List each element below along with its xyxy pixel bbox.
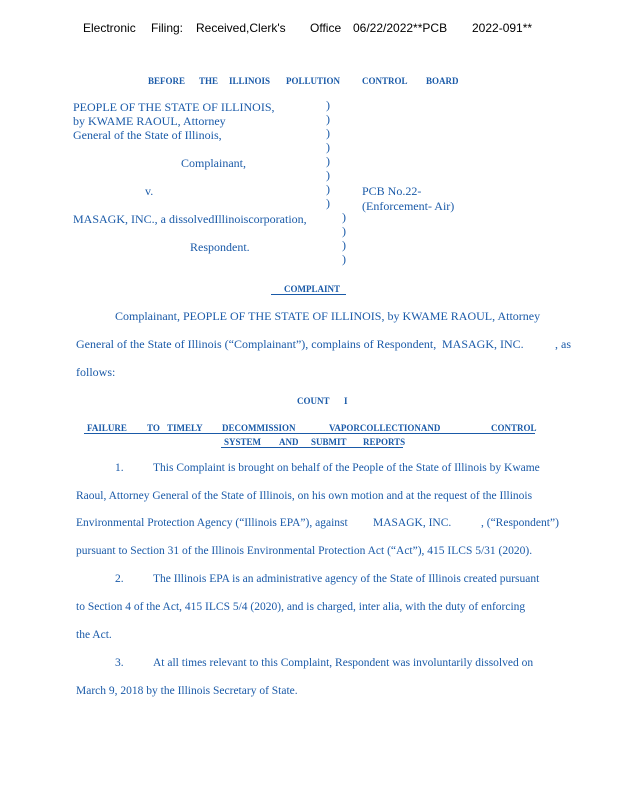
caption-paren: ) — [326, 98, 330, 112]
complainant-label: Complainant, — [181, 156, 246, 170]
count-heading-word: SUBMIT — [311, 437, 347, 447]
count-heading-word: TIMELY — [167, 423, 203, 433]
count-label: COUNT — [297, 396, 330, 406]
count-number: I — [344, 396, 348, 406]
paragraph-number: 3. — [115, 657, 124, 669]
board-title-word: CONTROL — [362, 76, 408, 86]
caption-paren: ) — [326, 168, 330, 182]
count-heading-word: TO — [147, 423, 160, 433]
paragraph-line: Environmental Protection Agency (“Illinois EPA”), against — [76, 517, 348, 529]
caption-paren: ) — [326, 140, 330, 154]
board-title-word: THE — [199, 76, 219, 86]
case-number: PCB No.22- — [362, 184, 422, 198]
paragraph-line: At all times relevant to this Complaint, Respondent was involuntarily dissolved on — [153, 657, 534, 669]
caption-paren: ) — [342, 252, 346, 266]
header-word: Filing: — [151, 21, 184, 35]
board-title-word: BEFORE — [148, 76, 186, 86]
header-word: 2022-091** — [472, 21, 533, 35]
count-heading-word: SYSTEM — [224, 437, 262, 447]
header-word: Electronic — [83, 21, 136, 35]
caption-paren: ) — [326, 154, 330, 168]
caption-paren: ) — [342, 238, 346, 252]
caption-paren: ) — [342, 224, 346, 238]
paragraph-line-end: , (“Respondent”) — [481, 517, 559, 529]
paragraph-number: 1. — [115, 462, 124, 474]
caption-paren: ) — [326, 126, 330, 140]
caption-paren: ) — [326, 196, 330, 210]
count-heading-underline — [221, 447, 403, 448]
header-word: Received,Clerk's — [196, 21, 286, 35]
caption-paren: ) — [326, 112, 330, 126]
count-heading-word: AND — [279, 437, 299, 447]
board-title-word: ILLINOIS — [229, 76, 271, 86]
header-word: 06/22/2022**PCB — [353, 21, 448, 35]
caption-paren: ) — [342, 210, 346, 224]
header-word: Office — [310, 21, 342, 35]
count-heading-word: REPORTS — [363, 437, 406, 447]
plaintiff-line: by KWAME RAOUL, Attorney — [73, 114, 226, 128]
caption-paren: ) — [326, 182, 330, 196]
plaintiff-line: PEOPLE OF THE STATE OF ILLINOIS, — [73, 100, 275, 114]
paragraph-line: Raoul, Attorney General of the State of Illinois, on his own motion and at the request of the Illinois — [76, 490, 533, 502]
count-heading-underline — [84, 433, 535, 434]
paragraph-line: pursuant to Section 31 of the Illinois Environmental Protection Act (“Act”), 415 ILCS 5/31 (2020). — [76, 545, 533, 557]
versus-label: v. — [145, 184, 154, 198]
count-heading-word: VAPORCOLLECTIONAND — [329, 423, 441, 433]
intro-line-end: , as — [555, 337, 571, 351]
respondent-name: MASAGK, INC. — [442, 337, 524, 351]
paragraph-line: the Act. — [76, 629, 112, 641]
intro-line: General of the State of Illinois (“Complainant”), complains of Respondent, — [76, 337, 437, 351]
complaint-title: COMPLAINT — [284, 284, 340, 294]
defendant-line: MASAGK, INC., a dissolvedIllinoiscorporation, — [73, 212, 307, 226]
paragraph-number: 2. — [115, 573, 124, 585]
paragraph-line: March 9, 2018 by the Illinois Secretary of State. — [76, 685, 298, 697]
case-type: (Enforcement- Air) — [362, 199, 455, 213]
count-heading-word: FAILURE — [87, 423, 127, 433]
paragraph-line: This Complaint is brought on behalf of the People of the State of Illinois by Kwame — [153, 462, 540, 474]
plaintiff-line: General of the State of Illinois, — [73, 128, 222, 142]
intro-line: Complainant, PEOPLE OF THE STATE OF ILLINOIS, by KWAME RAOUL, Attorney — [115, 309, 541, 323]
complaint-title-underline — [271, 294, 346, 295]
board-title-word: POLLUTION — [286, 76, 341, 86]
count-heading-word: DECOMMISSION — [222, 423, 296, 433]
board-title-word: BOARD — [426, 76, 459, 86]
paragraph-line: to Section 4 of the Act, 415 ILCS 5/4 (2020), and is charged, inter alia, with the duty of enforcing — [76, 601, 526, 613]
paragraph-line: The Illinois EPA is an administrative agency of the State of Illinois created pursuant — [153, 573, 540, 585]
respondent-name: MASAGK, INC. — [373, 517, 452, 529]
respondent-label: Respondent. — [190, 240, 250, 254]
count-heading-word: CONTROL — [491, 423, 537, 433]
intro-line: follows: — [76, 365, 116, 379]
